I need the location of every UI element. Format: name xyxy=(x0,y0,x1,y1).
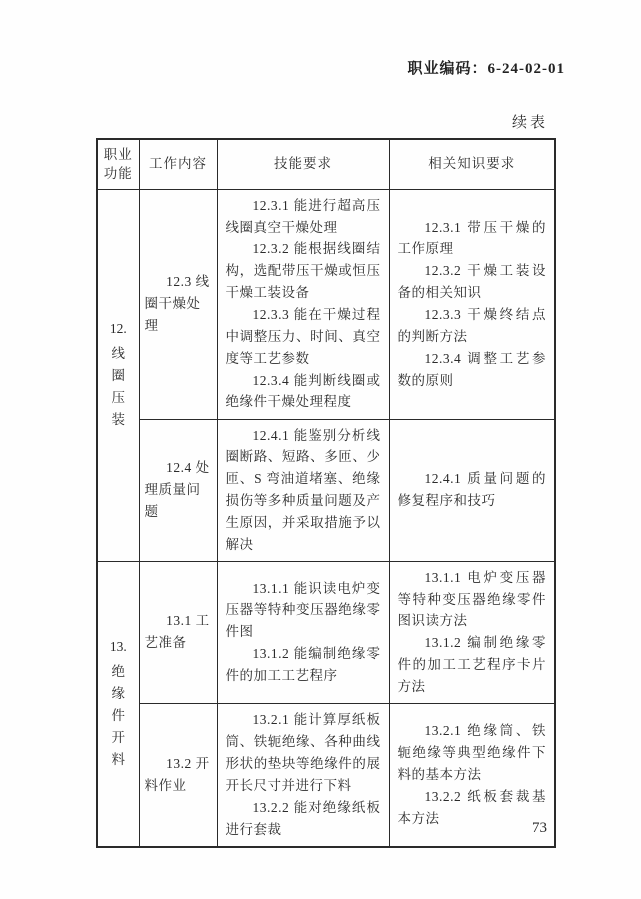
skill-item: 12.3.4 能判断线圈或绝缘件干燥处理程度 xyxy=(225,372,381,410)
occupation-code: 职业编码：6-24-02-01 xyxy=(407,61,565,77)
continued-table-label: 续表 xyxy=(511,115,548,131)
knowledge-item: 12.3.3 干燥终结点的判断方法 xyxy=(397,307,546,344)
knowledge-cell-13-1 xyxy=(389,561,555,703)
function-name-vertical: 绝缘件开料 xyxy=(111,664,125,767)
work-content-cell-12-4 xyxy=(139,419,217,561)
knowledge-item: 13.2.2 纸板套裁基本方法 xyxy=(397,788,546,826)
knowledge-item: 12.3.4 调整工艺参数的原则 xyxy=(397,350,546,388)
work-content-cell-13-1 xyxy=(139,561,217,703)
table-row-13-2 xyxy=(97,703,555,847)
table-row-13-1 xyxy=(97,561,555,703)
knowledge-cell-12-3 xyxy=(389,189,555,419)
skill-item: 13.1.2 能编制绝缘零件的加工工艺程序 xyxy=(225,646,381,684)
skill-item: 12.3.2 能根据线圈结构，选配带压干燥或恒压干燥工装设备 xyxy=(225,241,381,301)
knowledge-item: 13.1.2 编制绝缘零件的加工工艺程序卡片方法 xyxy=(397,635,546,694)
knowledge-cell-13-2 xyxy=(389,703,555,847)
knowledge-item: 13.1.1 电炉变压器等特种变压器绝缘零件图识读方法 xyxy=(397,569,546,629)
function-number: 13. xyxy=(109,639,127,655)
work-content-cell-12-3 xyxy=(139,189,217,419)
skill-item: 12.3.1 能进行超高压线圈真空干燥处理 xyxy=(225,197,381,235)
table-header-row xyxy=(97,139,555,189)
knowledge-item: 12.3.2 干燥工装设备的相关知识 xyxy=(397,263,546,301)
skill-item: 13.1.1 能识读电炉变压器等特种变压器绝缘零件图 xyxy=(225,580,381,640)
skill-item: 13.2.1 能计算厚纸板筒、铁轭绝缘、各种曲线形状的垫块等绝缘件的展开长尺寸并进行下料 xyxy=(225,712,381,794)
skills-cell-13-2 xyxy=(217,703,389,847)
knowledge-cell-12-4 xyxy=(389,419,555,561)
work-content-cell-13-2 xyxy=(139,703,217,847)
function-cell-13 xyxy=(97,561,139,847)
skill-item: 12.3.3 能在干燥过程中调整压力、时间、真空度等工艺参数 xyxy=(225,307,381,366)
knowledge-item: 12.4.1 质量问题的修复程序和技巧 xyxy=(397,471,546,509)
col-header-function: 职业功能 xyxy=(97,139,139,189)
skill-item: 12.4.1 能鉴别分析线圈断路、短路、多匝、少匝、S 弯油道堵塞、绝缘损伤等多种质量问题及产生原因，并采取措施予以解决 xyxy=(225,427,381,552)
col-header-skill-requirements: 技能要求 xyxy=(217,139,389,189)
work-content-text: 13.2 开料作业 xyxy=(144,755,210,794)
table-row-12-4 xyxy=(97,419,555,561)
work-content-text: 13.1 工艺准备 xyxy=(144,612,210,651)
occupational-standard-table xyxy=(96,138,556,848)
function-cell-12 xyxy=(97,189,139,561)
skills-cell-12-4 xyxy=(217,419,389,561)
work-content-text: 12.4 处理质量问题 xyxy=(144,459,210,520)
function-number: 12. xyxy=(109,321,127,337)
col-header-knowledge-requirements: 相关知识要求 xyxy=(389,139,555,189)
work-content-text: 12.3 线圈干燥处理 xyxy=(144,273,210,334)
knowledge-item: 13.2.1 绝缘筒、铁轭绝缘等典型绝缘件下料的基本方法 xyxy=(397,723,546,783)
col-header-work-content: 工作内容 xyxy=(139,139,217,189)
function-name-vertical: 线圈压装 xyxy=(111,346,125,428)
skills-cell-12-3 xyxy=(217,189,389,419)
table-row-12-3 xyxy=(97,189,555,419)
page-number: 73 xyxy=(532,820,547,836)
skills-cell-13-1 xyxy=(217,561,389,703)
skill-item: 13.2.2 能对绝缘纸板进行套裁 xyxy=(225,799,381,837)
knowledge-item: 12.3.1 带压干燥的工作原理 xyxy=(397,219,546,257)
